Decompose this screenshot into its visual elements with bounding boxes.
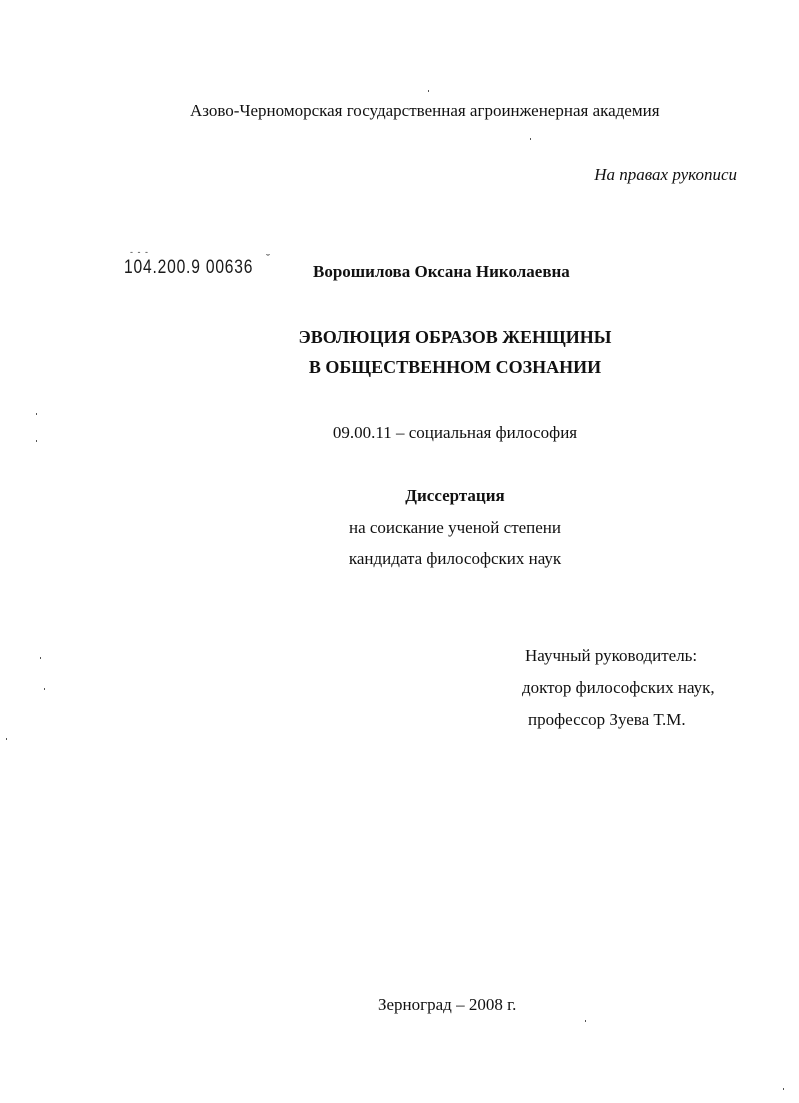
scan-speck [530, 138, 531, 140]
institution-name: Азово-Черноморская государственная агроинженерная академия [190, 101, 660, 120]
registry-marks: - - - [130, 247, 149, 257]
scan-speck [783, 1088, 784, 1090]
place-and-year: Зерноград – 2008 г. [378, 995, 517, 1014]
scan-speck [428, 90, 429, 92]
degree-line-2: кандидата философских наук [348, 549, 562, 568]
scan-speck [36, 440, 37, 442]
advisor-label: Научный руководитель: [525, 646, 698, 665]
scan-speck [44, 688, 45, 690]
scan-speck [585, 1020, 586, 1022]
degree-line-1: на соискание ученой степени [348, 518, 562, 537]
rights-note: На правах рукописи [594, 165, 737, 184]
dissertation-title-line-1: ЭВОЛЮЦИЯ ОБРАЗОВ ЖЕНЩИНЫ [298, 327, 612, 347]
scan-speck [40, 657, 41, 659]
author-name: Ворошилова Оксана Николаевна [313, 262, 570, 281]
advisor-degree: доктор философских наук, [522, 678, 715, 697]
specialty-code: 09.00.11 – социальная философия [332, 423, 578, 442]
registry-tick-mark: ˘ [266, 251, 270, 265]
dissertation-title-line-2: В ОБЩЕСТВЕННОМ СОЗНАНИИ [308, 357, 602, 377]
registry-number: 104.200.9 00636 [124, 257, 254, 278]
scan-speck [6, 738, 7, 740]
document-type: Диссертация [405, 486, 505, 505]
advisor-name: профессор Зуева Т.М. [528, 710, 686, 729]
scan-speck [36, 413, 37, 415]
